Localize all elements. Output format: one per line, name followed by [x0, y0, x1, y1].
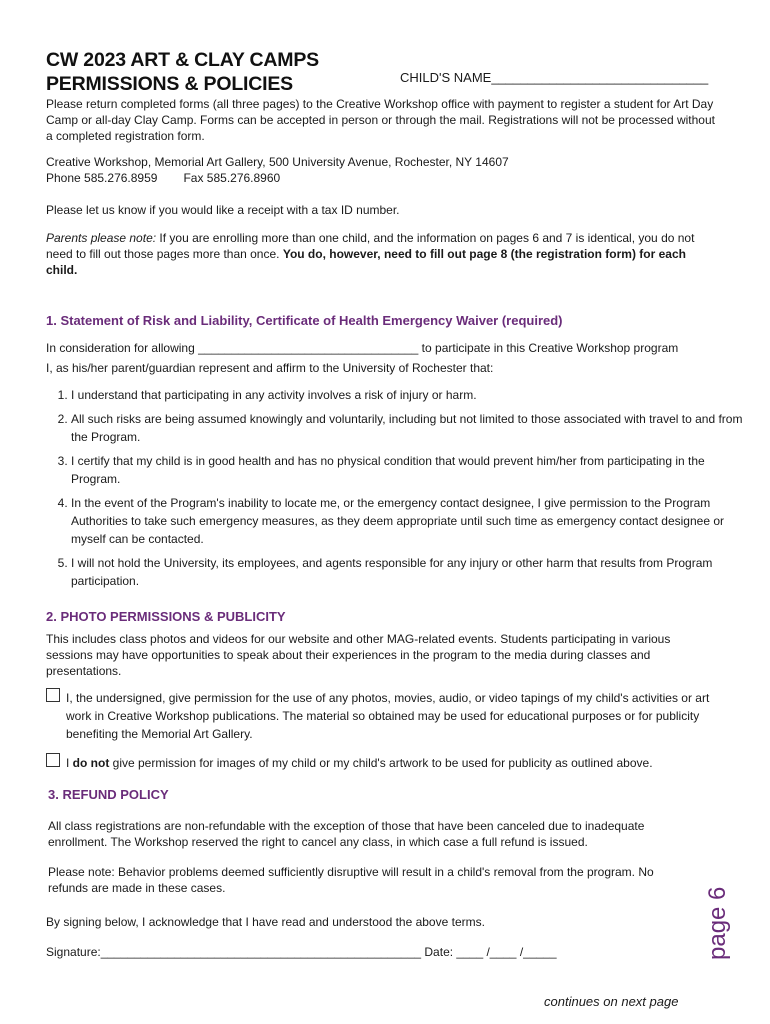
parents-note-bold: You do, however, need to fill out page 8 (the registration form) for each child. — [46, 247, 686, 277]
child-name-label: CHILD'S NAME — [400, 70, 492, 85]
terms-item: 4. In the event of the Program's inability to locate me, or the emergency contact designee, I give permission to the Program Authorities to take such emergency measures, as they deem appropriate until such time as emergency contact designee or myself can be contacted. — [71, 494, 747, 548]
phone-number: Phone 585.276.8959 — [46, 171, 158, 185]
section-2-heading: 2. PHOTO PERMISSIONS & PUBLICITY — [46, 609, 286, 624]
date-label: Date: — [424, 945, 454, 959]
fax-number: Fax 585.276.8960 — [183, 171, 281, 185]
affirm-line: I, as his/her parent/guardian represent and affirm to the University of Rochester that: — [46, 361, 494, 375]
photo-permission-deny-text — [66, 754, 726, 772]
page-number — [688, 888, 768, 968]
parents-note — [46, 230, 702, 278]
terms-item: 5. I will not hold the University, its employees, and agents responsible for any injury or other harm that results from Program participation. — [71, 554, 747, 590]
consideration-text-a: In consideration for allowing — [46, 341, 199, 355]
continues-note: continues on next page — [544, 994, 679, 1009]
signature-label: Signature: — [46, 945, 101, 959]
photo-permission-grant-text: I, the undersigned, give permission for the use of any photos, movies, audio, or video tapings of my child's activities or art work in Creative Workshop publications. The material so obtained may be used for educational purposes or for publicity benefiting the Memorial Art Gallery. — [66, 691, 710, 741]
intro-paragraph: Please return completed forms (all three pages) to the Creative Workshop office with payment to register a student for Art Day Camp or all-day Clay Camp. Forms can be accepted in person or through the mail. Registrations will not be processed without a completed registration form. — [46, 97, 715, 143]
child-name-field[interactable] — [400, 70, 708, 85]
section-1-heading: 1. Statement of Risk and Liability, Certificate of Health Emergency Waiver (required) — [46, 313, 563, 328]
receipt-note: Please let us know if you would like a receipt with a tax ID number. — [46, 203, 400, 217]
title-line-2: PERMISSIONS & POLICIES — [46, 73, 293, 95]
phone-fax-line — [46, 170, 722, 186]
behavior-note: Please note: Behavior problems deemed sufficiently disruptive will result in a child's removal from the program. No refunds are made in these cases. — [48, 865, 654, 895]
address-block — [46, 154, 722, 186]
parents-note-label: Parents please note: — [46, 231, 157, 245]
terms-item: 2. All such risks are being assumed knowingly and voluntarily, including but not limited to those associated with travel to and from the Program. — [71, 410, 747, 446]
refund-paragraph: All class registrations are non-refundable with the exception of those that have been canceled due to inadequate enrollment. The Workshop reserved the right to cancel any class, in which case a full refund is issued. — [48, 819, 645, 849]
date-field[interactable]: ____ /____ /_____ — [456, 945, 557, 959]
section-3-heading: 3. REFUND POLICY — [48, 787, 169, 802]
child-participant-blank[interactable]: _________________________________ — [198, 341, 419, 355]
signature-field[interactable]: ________________________________________________ — [100, 945, 422, 959]
deny-text-a: I — [66, 756, 73, 770]
parents-note-text: If you are enrolling more than one child, and the information on pages 6 and 7 is identical, you do not need to fill out those pages more than once. — [46, 231, 695, 261]
consideration-line — [46, 340, 726, 356]
title-line-1: CW 2023 ART & CLAY CAMPS — [46, 49, 319, 71]
deny-text-bold: do not — [72, 756, 110, 770]
signature-line — [46, 944, 686, 960]
address-line: Creative Workshop, Memorial Art Gallery, 500 University Avenue, Rochester, NY 14607 — [46, 155, 509, 169]
photo-permission-deny-checkbox[interactable] — [46, 753, 60, 767]
photo-permission-grant-checkbox[interactable] — [46, 688, 60, 702]
child-name-blank[interactable]: ______________________________ — [491, 70, 709, 85]
terms-item: 3. I certify that my child is in good health and has no physical condition that would prevent him/her from participating in the Program. — [71, 452, 747, 488]
acknowledgement: By signing below, I acknowledge that I have read and understood the above terms. — [46, 915, 485, 929]
terms-list — [46, 386, 747, 596]
consideration-text-b: to participate in this Creative Workshop program — [418, 341, 679, 355]
deny-text-b: give permission for images of my child or my child's artwork to be used for publicity as outlined above. — [109, 756, 653, 770]
terms-item: 1. I understand that participating in any activity involves a risk of injury or harm. — [71, 386, 747, 404]
photo-intro: This includes class photos and videos for our website and other MAG-related events. Students participating in various sessions may have opportunities to speak about their experiences in the program to the media during classes and presentations. — [46, 632, 671, 678]
page-number-text: page 6 — [704, 886, 731, 960]
page-title — [46, 48, 319, 96]
